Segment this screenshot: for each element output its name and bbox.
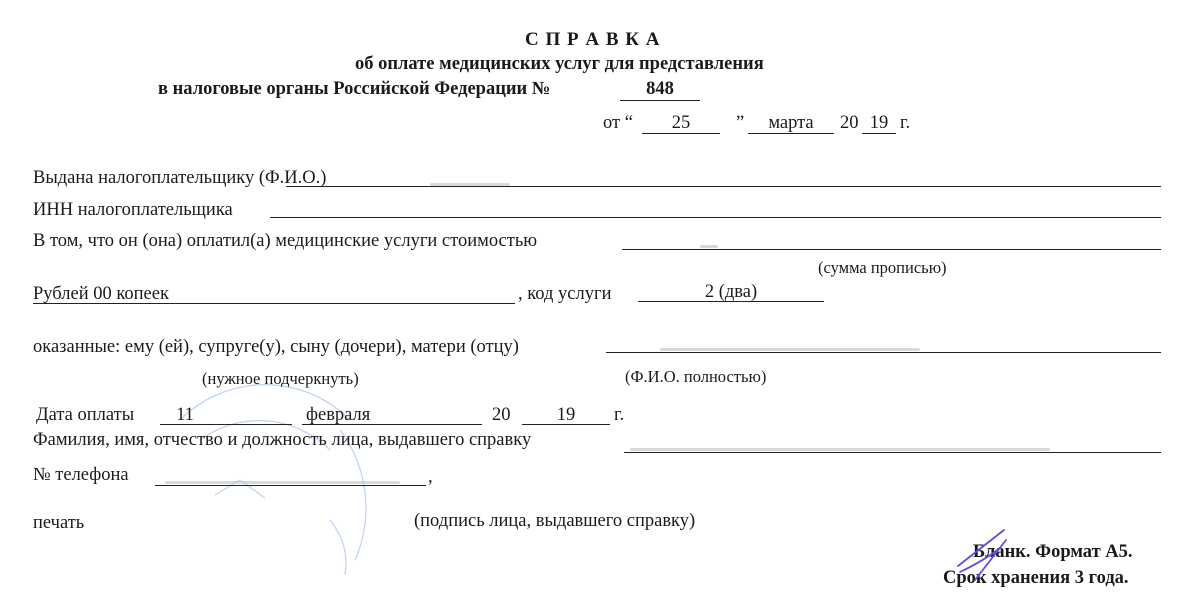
recipient-field-line: [606, 352, 1161, 353]
date-year: 19: [869, 113, 889, 133]
payment-month-line: [302, 424, 482, 425]
certificate-number: 848: [646, 79, 674, 99]
certificate-number-underline: [620, 100, 700, 101]
date-close-quote: ”: [736, 113, 745, 133]
subtitle-line-1: об оплате медицинских услуг для представления: [355, 54, 764, 74]
payment-day: 11: [176, 405, 194, 425]
inn-label: ИНН налогоплательщика: [33, 200, 233, 220]
service-code-label: , код услуги: [518, 284, 612, 304]
fio-hint: (Ф.И.О. полностью): [625, 367, 767, 386]
phone-field-line: [155, 485, 426, 486]
payment-date-label: Дата оплаты: [36, 405, 135, 425]
date-month-underline: [748, 133, 834, 134]
payment-month: февраля: [306, 405, 371, 425]
date-suffix: г.: [900, 113, 911, 133]
amount-field-line: [622, 249, 1161, 250]
payment-year-prefix: 20: [492, 405, 511, 425]
subtitle-line-2: в налоговые органы Российской Федерации №: [158, 79, 551, 99]
signature-hint: (подпись лица, выдавшего справку): [414, 511, 696, 531]
rendered-label: оказанные: ему (ей), супруге(у), сыну (дочери), матери (отцу): [33, 337, 519, 357]
date-day: 25: [671, 113, 691, 133]
amount-words: Рублей 00 копеек: [33, 284, 169, 304]
issuer-label: Фамилия, имя, отчество и должность лица, выдавшего справку: [33, 430, 532, 450]
payment-year: 19: [556, 405, 576, 425]
redacted-mark: [165, 481, 400, 484]
date-day-underline: [642, 133, 720, 134]
date-year-prefix: 20: [840, 113, 859, 133]
redacted-mark: [660, 348, 920, 351]
service-code-value: 2 (два): [704, 282, 758, 302]
issued-to-field-line: [286, 186, 1161, 187]
issuer-field-line: [624, 452, 1161, 453]
issued-to-label: Выдана налогоплательщику (Ф.И.О.): [33, 168, 327, 188]
storage-period-note: Срок хранения 3 года.: [943, 568, 1129, 588]
payment-year-line: [522, 424, 610, 425]
phone-label: № телефона: [33, 465, 129, 485]
stamp-label: печать: [33, 513, 85, 533]
date-month: марта: [768, 113, 814, 133]
service-code-line: [638, 301, 824, 302]
redacted-mark: [630, 448, 1050, 451]
payment-year-suffix: г.: [614, 405, 625, 425]
amount-words-line: [33, 303, 515, 304]
date-prefix: от “: [603, 113, 633, 133]
form-format-note: Бланк. Формат А5.: [973, 542, 1133, 562]
document-title: С П Р А В К А: [525, 29, 661, 50]
inn-field-line: [270, 217, 1161, 218]
redacted-mark: [700, 245, 718, 248]
phone-comma: ,: [428, 467, 433, 487]
payment-day-line: [160, 424, 292, 425]
paid-label: В том, что он (она) оплатил(а) медицинские услуги стоимостью: [33, 231, 538, 251]
date-year-underline: [862, 133, 896, 134]
amount-hint: (сумма прописью): [818, 258, 947, 277]
redacted-mark: [430, 183, 510, 186]
underline-hint: (нужное подчеркнуть): [202, 369, 359, 388]
